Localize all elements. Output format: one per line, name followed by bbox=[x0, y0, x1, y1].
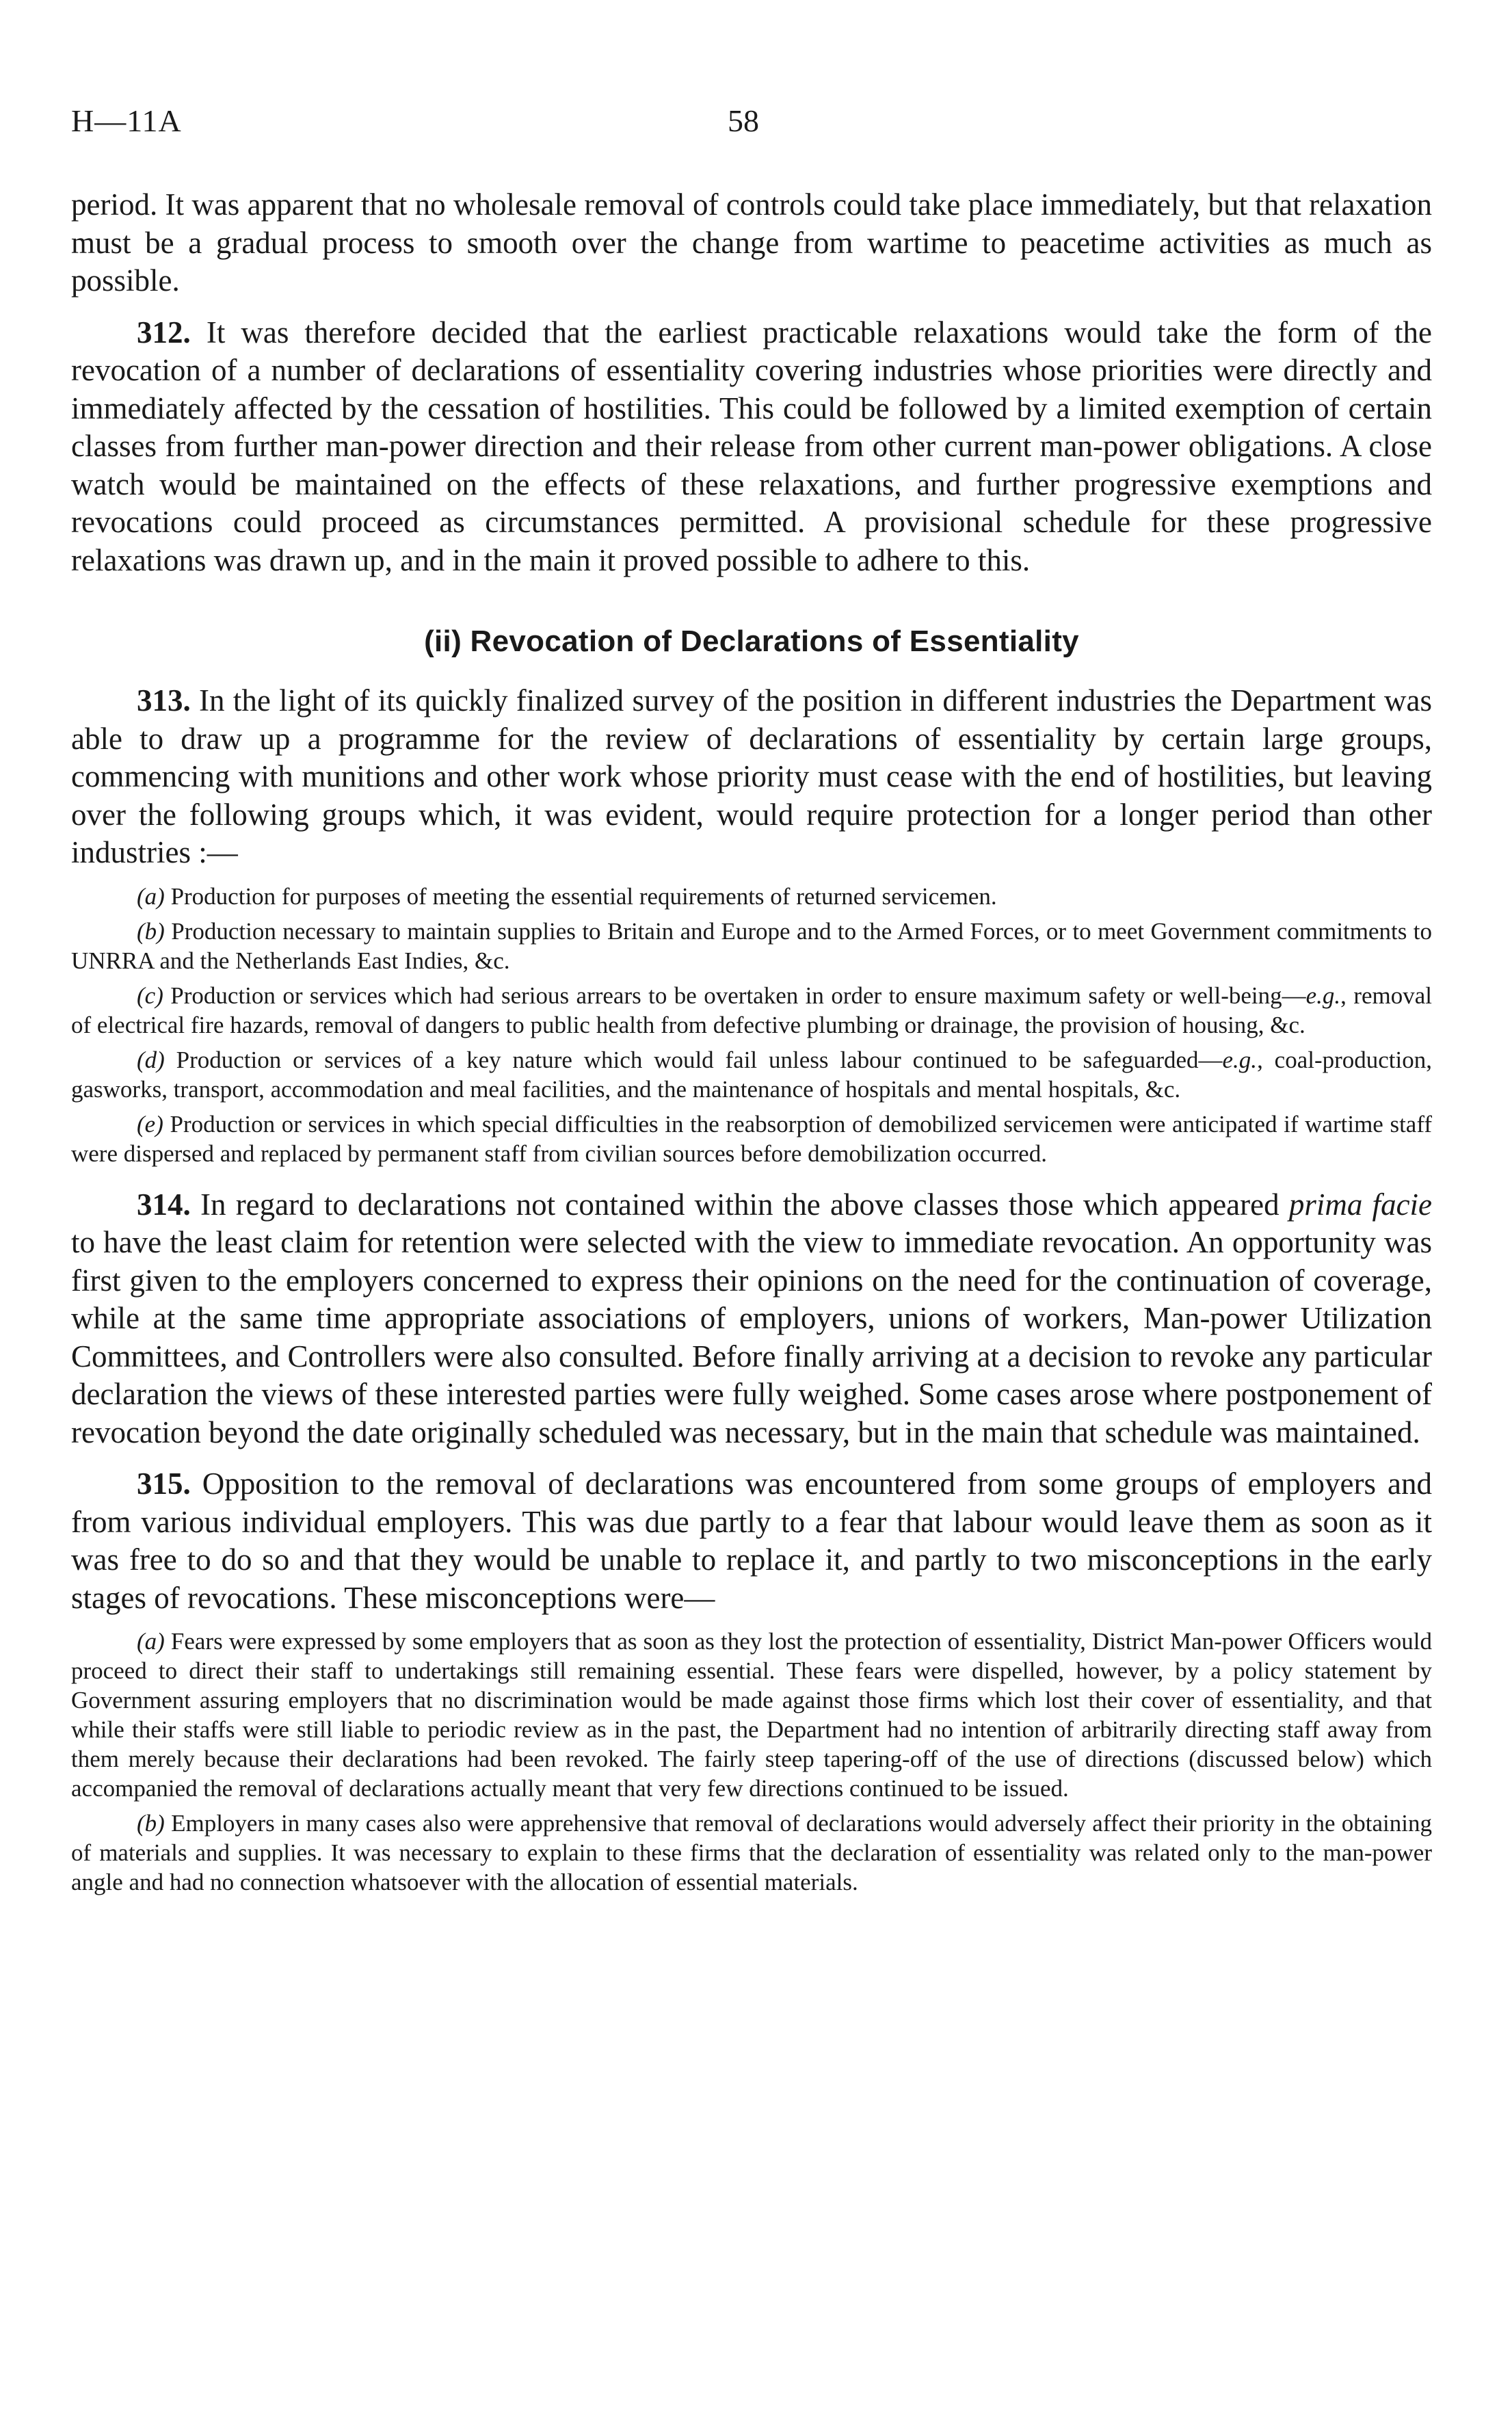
list-item-313-d bbox=[71, 1045, 1432, 1104]
list-item-315-a bbox=[71, 1627, 1432, 1803]
paragraph-text: Opposition to the removal of declarations was encountered from some groups of employers and from various individual employers. This was due partly to a fear that labour would leave them as soon as it was free to do so and that they would be unable to replace it, and partly to two misconceptions in the early stages of revocations. These misconceptions were— bbox=[71, 1467, 1432, 1615]
list-item-text: Production or services in which special difficulties in the reabsorption of demobilized servicemen were anticipated if wartime staff were dispersed and replaced by permanent staff from civilian sources before demobilization occurred. bbox=[71, 1110, 1433, 1167]
paragraph-text: to have the least claim for retention were selected with the view to immediate revocation. An opportunity was first given to the employers concerned to express their opinions on the need for the continuation of coverage, while at the same time appropriate associations of employers, unions of workers, Man-power Utilization Committees, and Controllers were also consulted. Before finally arriving at a decision to revoke any particular declaration the views of these interested parties were fully weighed. Some cases arose where postponement of revocation beyond the date originally scheduled was necessary, but in the main that schedule was maintained. bbox=[71, 1225, 1432, 1449]
list-item-313-e bbox=[71, 1109, 1432, 1168]
list-item-label: (b) bbox=[137, 917, 165, 945]
list-item-italic: e.g. bbox=[1305, 982, 1341, 1009]
page-number: 58 bbox=[728, 103, 759, 138]
list-item-text: , removal of electrical fire hazards, removal of dangers to public health from defective plumbing or drainage, the provision of housing, &c. bbox=[71, 982, 1433, 1038]
list-item-text: Production or services of a key nature which would fail unless labour continued to be safeguarded— bbox=[176, 1046, 1223, 1073]
paragraph-number: 314. bbox=[137, 1187, 191, 1222]
list-item-label: (d) bbox=[137, 1046, 165, 1073]
list-item-label: (b) bbox=[137, 1810, 165, 1837]
list-item-label: (a) bbox=[137, 882, 165, 910]
paragraph-313 bbox=[71, 682, 1432, 872]
paragraph-314 bbox=[71, 1186, 1432, 1452]
paragraph-number: 313. bbox=[137, 683, 191, 718]
list-item-313-b bbox=[71, 917, 1432, 975]
paragraph-text: In the light of its quickly finalized survey of the position in different industries the Department was able to draw up a programme for the review of declarations of essentiality by certain large groups, commencing with munitions and other work whose priority must cease with the end of hostilities, but leaving over the following groups which, it was evident, would require protection for a longer period than other industries :— bbox=[71, 683, 1432, 869]
paragraph-text: It was therefore decided that the earliest practicable relaxations would take the form of the revocation of a number of declarations of essentiality covering industries whose priorities were directly and immediately affected by the cessation of hostilities. This could be followed by a limited exemption of certain classes from further man-power direction and their release from other current man-power obligations. A close watch would be maintained on the effects of these relaxations, and further progressive exemptions and revocations could proceed as circumstances permitted. A provisional schedule for these progressive relaxations was drawn up, and in the main it proved possible to adhere to this. bbox=[71, 315, 1433, 577]
document-page bbox=[71, 103, 1432, 1897]
list-item-label: (c) bbox=[137, 982, 163, 1009]
list-item-text: , coal-production, gasworks, transport, accommodation and meal facilities, and the maintenance of hospitals and mental hospitals, &c. bbox=[71, 1046, 1432, 1103]
paragraph-315 bbox=[71, 1465, 1432, 1617]
list-item-315-b bbox=[71, 1809, 1432, 1897]
page-header bbox=[71, 103, 1432, 150]
paragraph-312 bbox=[71, 314, 1432, 580]
document-reference: H—11A bbox=[71, 103, 182, 138]
list-item-text: Production for purposes of meeting the essential requirements of returned servicemen. bbox=[170, 882, 997, 910]
paragraph-number: 315. bbox=[137, 1467, 191, 1501]
list-item-text: Fears were expressed by some employers that as soon as they lost the protection of essentiality, District Man-power Officers would proceed to direct their staff to undertakings still remaining essential. These fears were dispelled, however, by a policy statement by Government assuring employers that no discrimination would be made against those firms which lost their cover of essentiality, and that while their staffs were still liable to periodic review as in the past, the Department had no intention of arbitrarily directing staff away from them merely because their declarations had been revoked. The fairly steep tapering-off of the use of directions (discussed below) which accompanied the removal of declarations actually meant that very few directions continued to be issued. bbox=[71, 1628, 1433, 1802]
paragraph-italic: prima facie bbox=[1288, 1187, 1433, 1222]
list-item-313-c bbox=[71, 981, 1432, 1040]
list-item-label: (a) bbox=[137, 1628, 165, 1655]
paragraph-text: In regard to declarations not contained within the above classes those which appeared bbox=[200, 1187, 1289, 1222]
list-item-313-a bbox=[71, 882, 1432, 911]
list-item-label: (e) bbox=[137, 1110, 163, 1138]
list-item-text: Production necessary to maintain supplies to Britain and Europe and to the Armed Forces, or to meet Government commitments to UNRRA and the Netherlands East Indies, &c. bbox=[71, 917, 1433, 974]
list-item-italic: e.g. bbox=[1222, 1046, 1258, 1073]
list-item-text: Employers in many cases also were apprehensive that removal of declarations would adversely affect their priority in the obtaining of materials and supplies. It was necessary to explain to these firms that the declaration of essentiality was related only to the man-power angle and had no connection whatsoever with the allocation of essential materials. bbox=[71, 1810, 1433, 1895]
section-heading: (ii) Revocation of Declarations of Essentiality bbox=[424, 625, 1079, 658]
paragraph-number: 312. bbox=[137, 315, 191, 350]
opening-paragraph: period. It was apparent that no wholesale removal of controls could take place immediately, but that relaxation must be a gradual process to smooth over the change from wartime to peacetime activities as much as possible. bbox=[71, 187, 1432, 298]
list-item-text: Production or services which had serious arrears to be overtaken in order to ensure maximum safety or well-being— bbox=[170, 982, 1306, 1009]
